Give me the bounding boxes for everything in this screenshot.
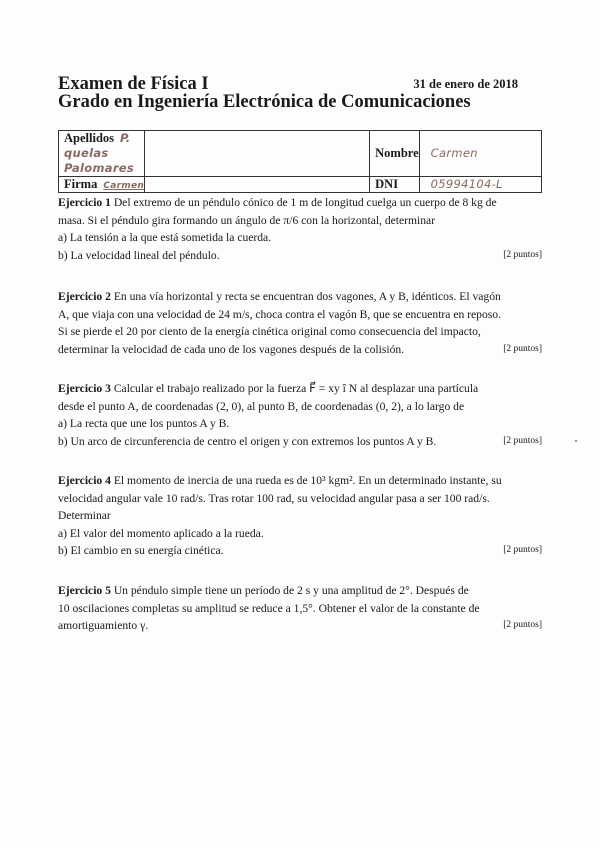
nombre-cell	[370, 131, 420, 177]
exercise-1-line-3: a) La tensión a la que está sometida la cuerda.	[58, 231, 272, 245]
exercise-3-line-1: Calcular el trabajo realizado por la fuerza F⃗ = xy î N al desplazar una partícula	[113, 382, 479, 395]
firma-cell	[59, 177, 145, 193]
apellidos-handwritten: P. quelas Palomares	[64, 131, 135, 175]
firma-value-cell	[145, 177, 370, 193]
exercise-4-line-3: Determinar	[58, 509, 111, 523]
degree-title: Grado en Ingeniería Electrónica de Comunicaciones	[58, 92, 471, 112]
exercise-1-line-2: masa. Si el péndulo gira formando un ángulo de π/6 con la horizontal, determinar	[58, 213, 436, 227]
exercise-1-line-4: b) La velocidad lineal del péndulo.	[58, 248, 220, 262]
exercise-3-points: [2 puntos]	[503, 435, 542, 446]
dni-value-cell	[419, 177, 541, 193]
exercise-4-title: Ejercicio 4	[58, 474, 111, 487]
exercise-5-points: [2 puntos]	[503, 620, 542, 631]
exercise-1-points: [2 puntos]	[503, 249, 542, 260]
exercise-3	[58, 380, 542, 450]
exercise-1	[58, 194, 542, 264]
exercise-2-line-1: En una vía horizontal y recta se encuentran dos vagones, A y B, idénticos. El vagón	[113, 290, 501, 303]
exam-title: Examen de Física I	[58, 74, 209, 94]
exercise-1-title: Ejercicio 1	[58, 196, 111, 209]
info-row-1	[59, 131, 542, 177]
firma-label: Firma	[64, 177, 98, 191]
dni-handwritten: 05994104-L	[430, 177, 503, 191]
dni-cell	[370, 177, 420, 193]
exercise-3-title: Ejercicio 3	[58, 382, 111, 395]
apellidos-label: Apellidos	[64, 131, 115, 145]
exercise-5-line-1: Un péndulo simple tiene un período de 2 s y una amplitud de 2°. Después de	[113, 584, 469, 597]
exercise-3-line-4: b) Un arco de circunferencia de centro el origen y con extremos los puntos A y B.	[58, 434, 437, 448]
exercise-2	[58, 288, 542, 358]
exercise-3-line-2: desde el punto A, de coordenadas (2, 0), al punto B, de coordenadas (0, 2), a lo largo de	[58, 399, 465, 413]
apellidos-cell	[59, 131, 145, 177]
exercise-2-line-4: determinar la velocidad de cada uno de los vagones después de la colisión.	[58, 342, 405, 356]
exercise-4-points: [2 puntos]	[503, 545, 542, 556]
exercise-3-line-3: a) La recta que une los puntos A y B.	[58, 417, 230, 431]
exercise-5-title: Ejercicio 5	[58, 584, 111, 597]
apellidos-value-cell	[145, 131, 370, 177]
exercise-2-line-2: A, que viaja con una velocidad de 24 m/s, choca contra el vagón B, que se encuentra en reposo.	[58, 307, 501, 321]
exam-date: 31 de enero de 2018	[413, 77, 518, 91]
exercise-2-points: [2 puntos]	[503, 343, 542, 354]
exercise-4-line-1: El momento de inercia de una rueda es de 10³ kgm². En un determinado instante, su	[113, 474, 502, 487]
firma-signature: Carmen	[103, 181, 145, 191]
info-row-2	[59, 177, 542, 193]
exercise-4-line-4: a) El valor del momento aplicado a la rueda.	[58, 526, 264, 540]
exercise-2-title: Ejercicio 2	[58, 290, 111, 303]
nombre-handwritten: Carmen	[430, 146, 478, 160]
exercise-5-line-3: amortiguamiento γ.	[58, 619, 149, 633]
exercise-4-line-2: velocidad angular vale 10 rad/s. Tras rotar 100 rad, su velocidad angular pasa a ser 100 rad/s.	[58, 491, 490, 505]
student-info-table	[58, 130, 542, 193]
exercise-5-line-2: 10 oscilaciones completas su amplitud se reduce a 1,5°. Obtener el valor de la constante de	[58, 601, 480, 615]
nombre-value-cell	[419, 131, 541, 177]
exercise-4-line-5: b) El cambio en su energía cinética.	[58, 544, 224, 558]
dni-label: DNI	[375, 177, 399, 191]
exercise-1-line-1: Del extremo de un péndulo cónico de 1 m de longitud cuelga un cuerpo de 8 kg de	[113, 196, 497, 209]
exercise-2-line-3: Si se pierde el 20 por ciento de la energía cinética original como consecuencia del impacto,	[58, 325, 481, 339]
exercise-4	[58, 472, 542, 560]
exercise-5	[58, 582, 542, 635]
nombre-label: Nombre	[375, 146, 419, 160]
scan-speck	[575, 440, 577, 442]
